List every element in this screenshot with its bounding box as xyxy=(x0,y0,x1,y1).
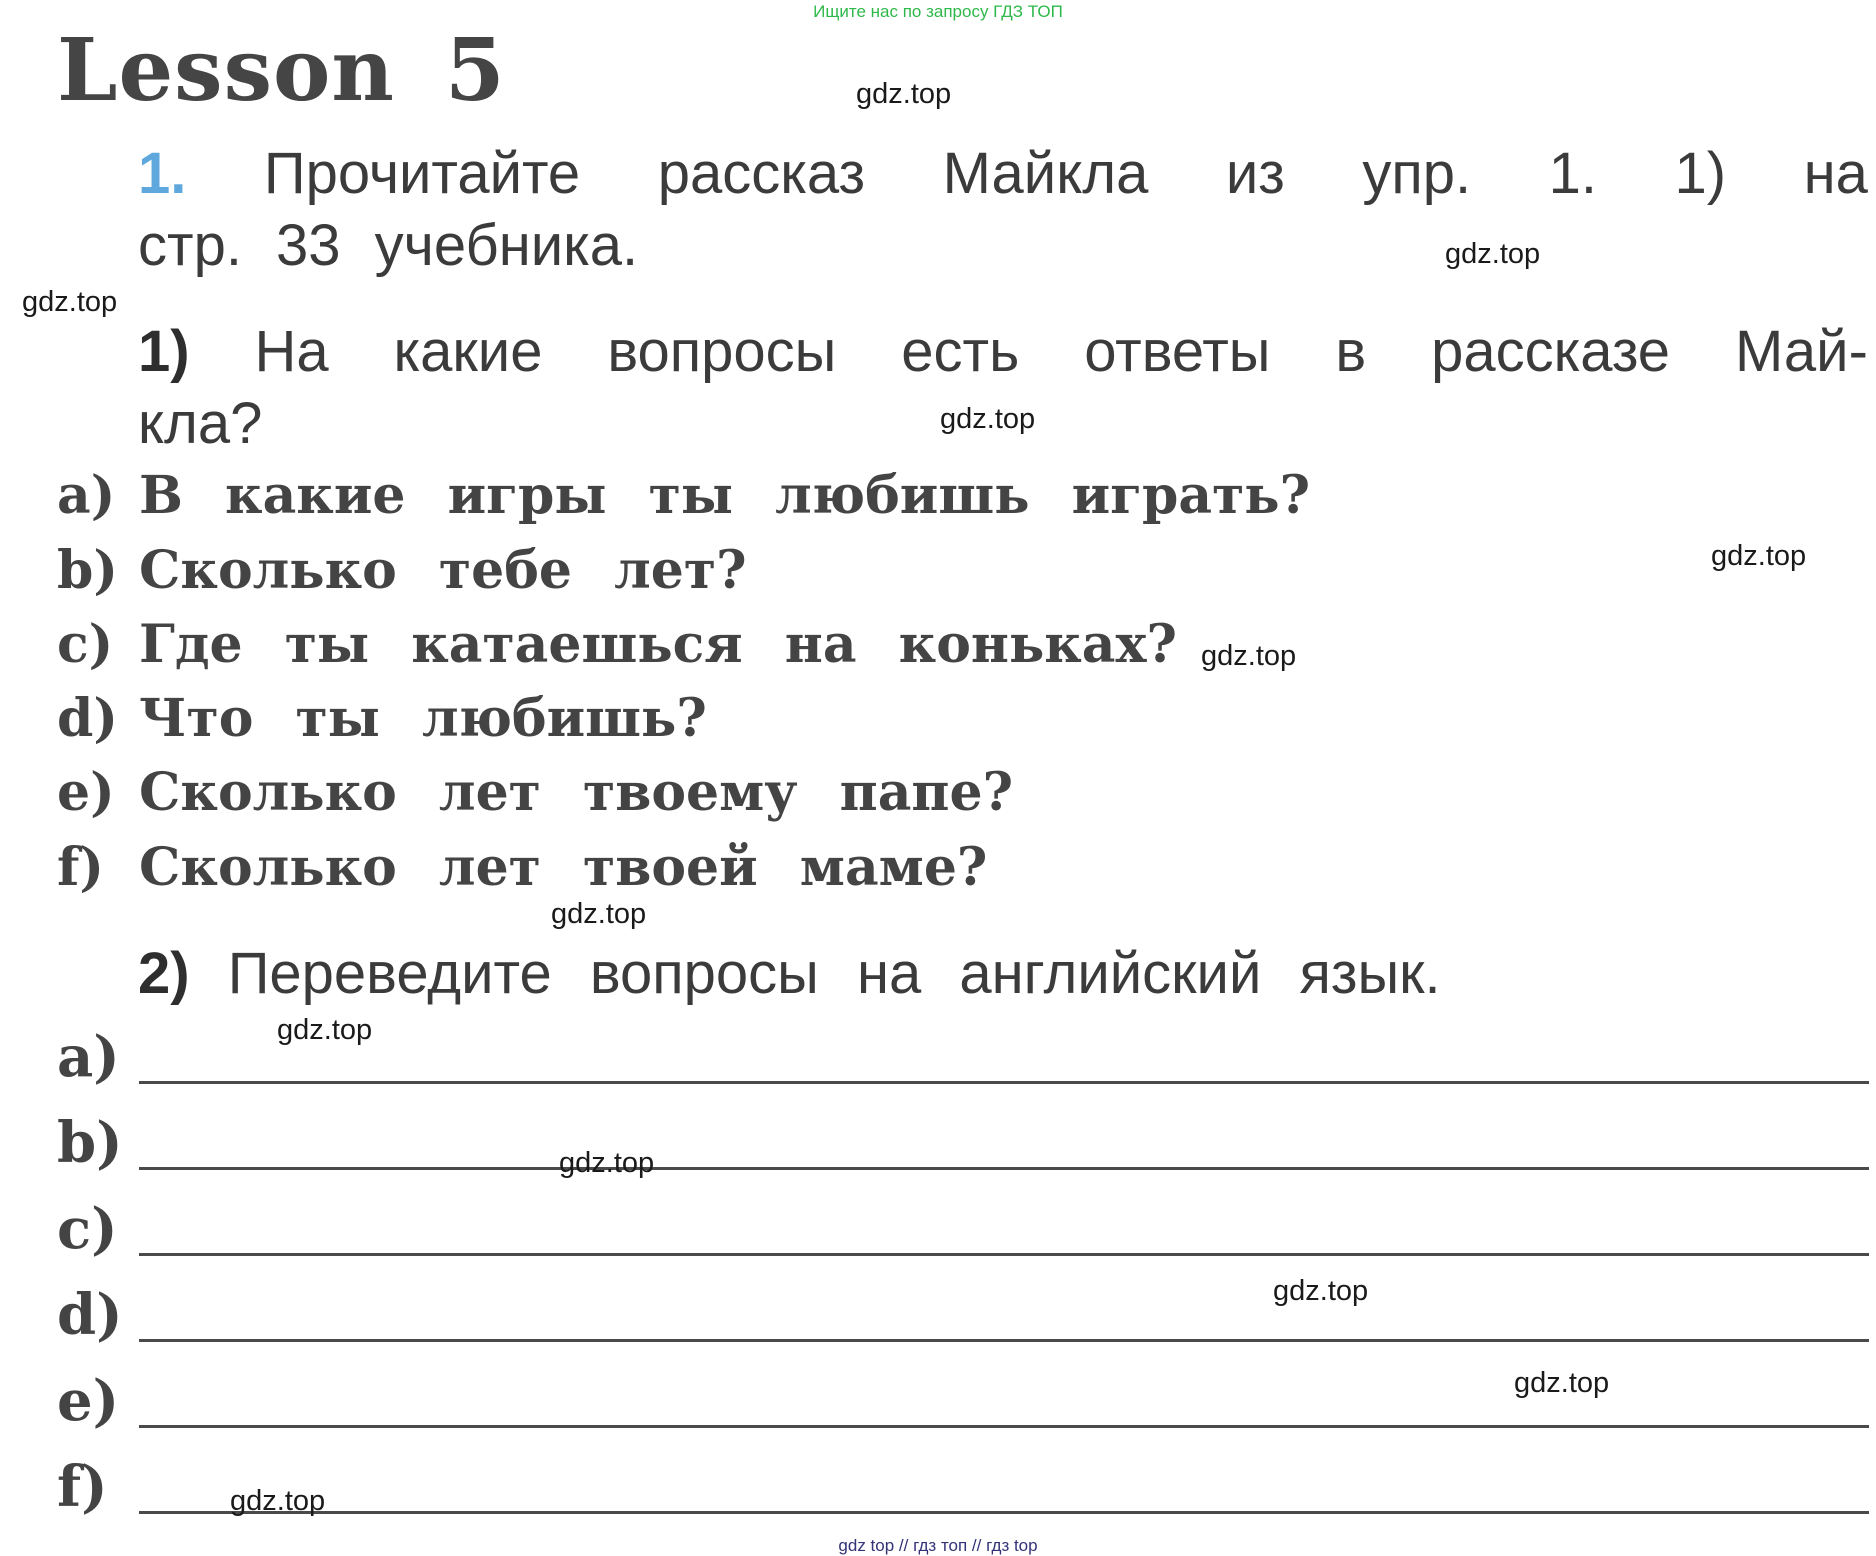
watermark: gdz.top xyxy=(856,78,952,110)
answer-line[interactable] xyxy=(139,1425,1869,1428)
watermark: gdz.top xyxy=(940,403,1036,435)
task1-word: из xyxy=(1225,141,1285,206)
question-letter: e) xyxy=(57,762,115,823)
sub2-number: 2) xyxy=(138,941,190,1006)
sub2-line xyxy=(138,940,1441,1007)
answer-row xyxy=(57,1182,1869,1262)
question-text: Сколько тебе лет? xyxy=(139,540,747,601)
watermark: gdz.top xyxy=(1711,540,1807,572)
answer-line[interactable] xyxy=(139,1081,1869,1084)
lesson-title xyxy=(57,20,506,121)
watermark: gdz.top xyxy=(551,898,647,930)
sub1-line2: кла? xyxy=(138,391,263,456)
task1-word: 1) xyxy=(1674,141,1727,206)
question-letter: a) xyxy=(57,465,116,526)
task1-number: 1. xyxy=(138,141,187,206)
task1-word: Прочитайте xyxy=(263,141,581,206)
sub1-word: есть xyxy=(901,319,1020,384)
answer-letter: e) xyxy=(57,1368,120,1434)
question-item xyxy=(57,688,707,749)
answer-line[interactable] xyxy=(139,1167,1869,1170)
sub1-word: ответы xyxy=(1084,319,1271,384)
sub1-word: рассказе xyxy=(1431,319,1671,384)
question-letter: c) xyxy=(57,614,114,675)
top-banner: Ищите нас по запросу ГДЗ ТОП xyxy=(813,2,1063,21)
task1-word: рассказ xyxy=(657,141,866,206)
answer-letter: d) xyxy=(57,1282,123,1348)
watermark: gdz.top xyxy=(1514,1367,1610,1399)
question-item xyxy=(57,762,1013,823)
task1-line1 xyxy=(138,140,1868,207)
answer-row xyxy=(57,1268,1869,1348)
question-item xyxy=(57,614,1177,675)
bottom-banner: gdz top // гдз топ // гдз top xyxy=(838,1536,1038,1555)
sub1-word: Май- xyxy=(1734,319,1868,384)
answer-row xyxy=(57,1096,1869,1176)
question-item xyxy=(57,540,747,601)
task1-word: упр. xyxy=(1362,141,1472,206)
sub2-text: Переведите вопросы на английский язык. xyxy=(227,941,1441,1006)
sub1-word: в xyxy=(1335,319,1367,384)
question-text: Где ты катаешься на коньках? xyxy=(139,614,1177,675)
question-text: Что ты любишь? xyxy=(139,688,707,749)
question-text: В какие игры ты любишь играть? xyxy=(139,465,1311,526)
question-item xyxy=(57,465,1310,526)
answer-line[interactable] xyxy=(139,1339,1869,1342)
task1-word: на xyxy=(1803,141,1868,206)
answer-letter: b) xyxy=(57,1110,123,1176)
answer-line[interactable] xyxy=(139,1253,1869,1256)
sub1-line1 xyxy=(138,318,1868,385)
question-letter: d) xyxy=(57,688,118,749)
sub1-word: На xyxy=(254,319,329,384)
task1-line2: стр. 33 учебника. xyxy=(138,213,639,278)
watermark: gdz.top xyxy=(230,1485,326,1517)
task1-word: 1. xyxy=(1548,141,1598,206)
answer-letter: a) xyxy=(57,1024,120,1090)
watermark: gdz.top xyxy=(277,1014,373,1046)
lesson-word: Lesson xyxy=(57,20,395,121)
watermark: gdz.top xyxy=(559,1147,655,1179)
watermark: gdz.top xyxy=(1273,1275,1369,1307)
answer-row xyxy=(57,1440,1869,1520)
watermark: gdz.top xyxy=(1445,238,1541,270)
watermark: gdz.top xyxy=(1201,640,1297,672)
question-text: Сколько лет твоей маме? xyxy=(139,837,988,898)
answer-letter: c) xyxy=(57,1196,118,1262)
question-letter: b) xyxy=(57,540,118,601)
answer-line[interactable] xyxy=(139,1511,1869,1514)
task1-word: Майкла xyxy=(942,141,1149,206)
sub1-number: 1) xyxy=(138,319,190,384)
question-item xyxy=(57,837,987,898)
lesson-number: 5 xyxy=(444,20,506,121)
question-letter: f) xyxy=(57,837,104,898)
answer-letter: f) xyxy=(57,1454,108,1520)
sub1-word: какие xyxy=(393,319,543,384)
watermark: gdz.top xyxy=(22,286,118,318)
sub1-word: вопросы xyxy=(607,319,837,384)
question-text: Сколько лет твоему папе? xyxy=(139,762,1014,823)
